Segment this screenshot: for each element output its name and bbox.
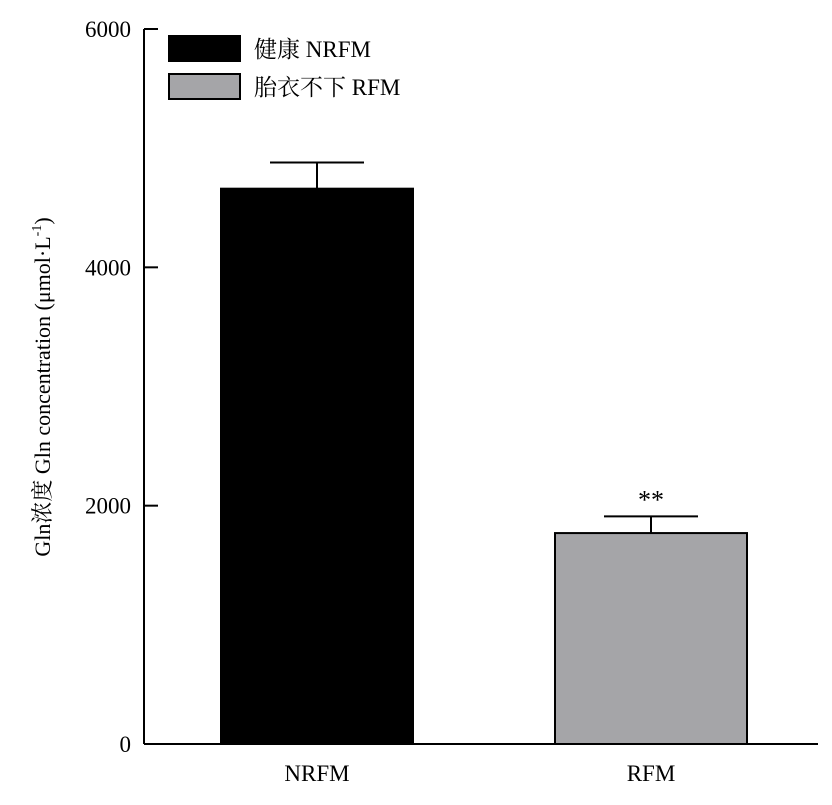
legend-label: 胎衣不下 RFM	[254, 75, 401, 100]
y-tick-label: 2000	[85, 493, 131, 519]
y-tick-label: 4000	[85, 255, 131, 281]
bar-rfm	[555, 533, 747, 744]
legend-swatch	[169, 36, 240, 61]
bar-nrfm	[221, 189, 413, 744]
y-axis-label-main: Gln浓度 Gln concentration (μmol·L	[30, 236, 55, 557]
x-tick-label: RFM	[626, 761, 676, 786]
significance-label: **	[638, 485, 664, 515]
annotations	[638, 485, 664, 514]
x-tick-label: NRFM	[284, 761, 350, 786]
y-axis-label-close: )	[30, 217, 55, 225]
legend	[169, 36, 400, 100]
y-tick-label: 6000	[85, 17, 131, 42]
y-axis-label	[30, 217, 55, 556]
y-axis-label-superscript: -1	[30, 224, 45, 237]
bars	[221, 189, 747, 744]
y-tick-label: 0	[119, 732, 131, 757]
legend-label: 健康 NRFM	[254, 37, 371, 62]
legend-swatch	[169, 74, 240, 99]
